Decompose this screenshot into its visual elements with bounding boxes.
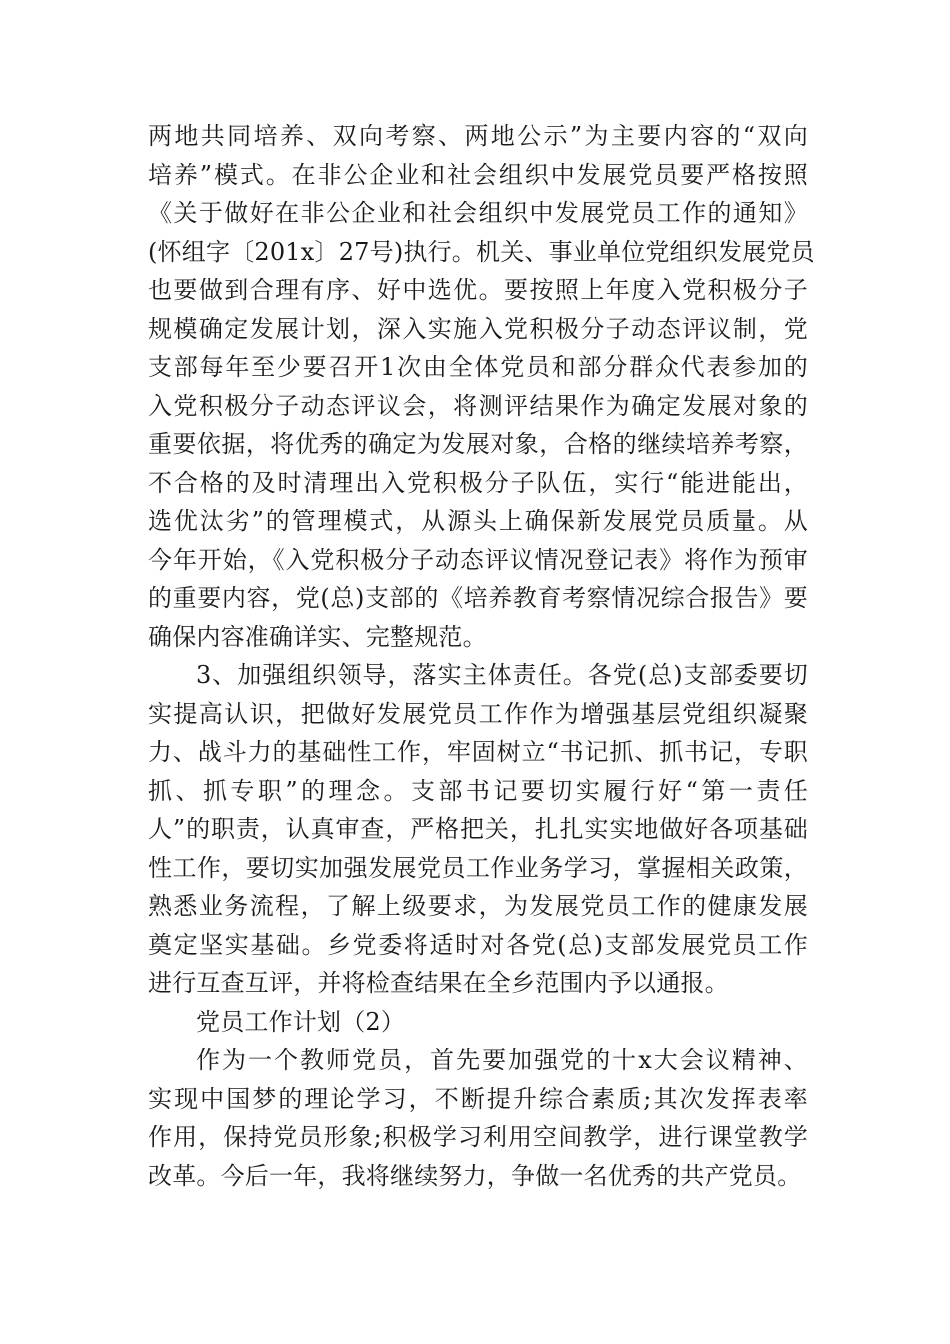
text-line: 确保内容准确详实、完整规范。 <box>148 622 487 651</box>
text-line: 两地共同培养、双向考察、两地公示”为主要内容的“双向 <box>148 122 808 150</box>
text-line: 作用，保持党员形象;积极学习利用空间教学，进行课堂教学 <box>148 1123 808 1151</box>
text-line: 抓、抓专职”的理念。支部书记要切实履行好“第一责任 <box>148 776 808 805</box>
section-heading: 党员工作计划（2） <box>196 1007 406 1036</box>
text-line: 不合格的及时清理出入党积极分子队伍，实行“能进能出， <box>148 468 808 497</box>
text-line: 支部每年至少要召开1次由全体党员和部分群众代表参加的 <box>148 353 808 381</box>
text-line: 作为一个教师党员，首先要加强党的十x大会议精神、 <box>196 1046 808 1074</box>
text-line: 的重要内容，党(总)支部的《培养教育考察情况综合报告》要 <box>148 584 808 612</box>
text-line: (怀组字〔201x〕27号)执行。机关、事业单位党组织发展党员 <box>148 237 815 266</box>
text-line: 奠定坚实基础。乡党委将适时对各党(总)支部发展党员工作 <box>148 930 808 959</box>
document-body <box>148 117 815 1195</box>
text-line: 选优汰劣”的管理模式，从源头上确保新发展党员质量。从 <box>148 507 808 535</box>
text-line: 熟悉业务流程，了解上级要求，为发展党员工作的健康发展 <box>148 892 808 920</box>
text-line: 3、加强组织领导，落实主体责任。各党(总)支部委要切 <box>196 661 808 689</box>
text-line: 性工作，要切实加强发展党员工作业务学习，掌握相关政策， <box>148 853 808 882</box>
text-line: 规模确定发展计划，深入实施入党积极分子动态评议制，党 <box>148 314 808 343</box>
text-line: 力、战斗力的基础性工作，牢固树立“书记抓、抓书记，专职 <box>148 738 808 766</box>
text-line: 今年开始，《入党积极分子动态评议情况登记表》将作为预审 <box>148 545 808 574</box>
text-line: 入党积极分子动态评议会，将测评结果作为确定发展对象的 <box>148 391 808 420</box>
text-line: 进行互查互评，并将检查结果在全乡范围内予以通报。 <box>148 969 729 997</box>
text-line: 实现中国梦的理论学习，不断提升综合素质;其次发挥表率 <box>148 1084 808 1113</box>
text-line: 重要依据，将优秀的确定为发展对象，合格的继续培养考察， <box>148 430 808 458</box>
text-line: 实提高认识，把做好发展党员工作作为增强基层党组织凝聚 <box>148 699 808 728</box>
text-line: 改革。今后一年，我将继续努力，争做一名优秀的共产党员。 <box>148 1161 802 1190</box>
text-line: 培养”模式。在非公企业和社会组织中发展党员要严格按照 <box>148 160 808 189</box>
text-line: 《关于做好在非公企业和社会组织中发展党员工作的通知》 <box>148 199 808 227</box>
text-line: 也要做到合理有序、好中选优。要按照上年度入党积极分子 <box>148 276 808 304</box>
text-line: 人”的职责，认真审查，严格把关，扎扎实实地做好各项基础 <box>148 815 808 843</box>
